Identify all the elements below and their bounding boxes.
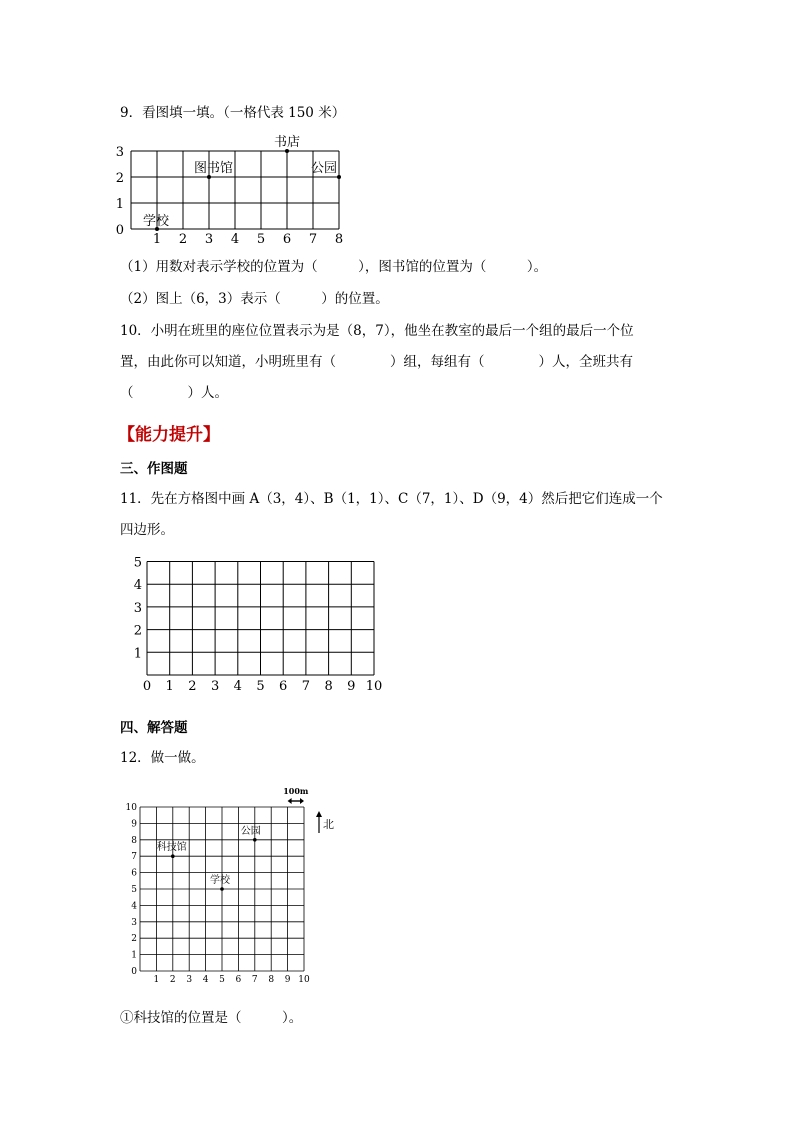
y-tick-label: 2 [115,171,124,186]
x-tick-label: 1 [165,679,174,694]
x-tick-label: 8 [334,232,344,247]
section-4-title: 四、解答题 [120,720,188,736]
x-tick-label: 8 [324,679,333,694]
q12-title: 12．做一做。 [120,750,205,766]
x-tick-label: 5 [256,232,266,247]
y-tick-label: 4 [133,578,142,594]
x-tick-label: 3 [204,232,214,247]
y-tick-label: 8 [131,835,137,846]
q9-sub1: （1）用数对表示学校的位置为（ ），图书馆的位置为（ ）。 [120,259,548,275]
y-tick-label: 4 [131,901,137,912]
q9-title: 9．看图填一填。（一格代表 150 米） [120,105,346,121]
y-tick-label: 3 [131,917,137,928]
y-tick-label: 3 [133,600,142,616]
x-tick-label: 0 [115,223,124,238]
section-3-title: 三、作图题 [120,461,188,477]
q10-line2: 置，由此你可以知道，小明班里有（ ）组，每组有（ ）人，全班共有 [120,354,633,370]
y-tick-label: 9 [131,819,137,830]
x-tick-label: 2 [169,975,176,985]
y-tick-label: 0 [131,967,137,977]
x-tick-label: 1 [152,232,162,247]
place-label: 公园 [311,161,338,176]
y-tick-label: 6 [131,868,137,879]
q12-sub1: ①科技馆的位置是（ ）。 [120,1010,303,1026]
q11-line2: 四边形。 [120,522,174,538]
x-tick-label: 2 [188,679,197,694]
place-label: 学校 [210,875,230,886]
place-label: 科技馆 [156,842,187,854]
q11-line1: 11．先在方格图中画 A（3，4）、B（1，1）、C（7，1）、D（9，4）然后把它们连成一个 [120,491,663,507]
x-tick-label: 6 [282,232,292,247]
x-tick-label: 7 [308,232,318,247]
place-point [220,887,224,891]
x-tick-label: 10 [365,679,383,694]
x-tick-label: 3 [210,679,220,694]
q10-line1: 10．小明在班里的座位位置表示为是（8，7），他坐在教室的最后一个组的最后一个位 [120,323,634,339]
place-label: 图书馆 [194,161,234,176]
place-label: 书店 [274,135,301,150]
y-tick-label: 5 [133,555,142,571]
x-tick-label: 5 [256,679,265,694]
place-label: 公园 [240,825,261,837]
y-tick-label: 10 [125,803,137,813]
scale-arrow-right-icon [300,798,304,804]
north-arrow-icon [316,811,322,817]
scale-arrow-left-icon [288,798,292,804]
x-tick-label: 4 [230,232,240,247]
x-tick-label: 3 [186,975,193,985]
q10-line3: （ ）人。 [120,385,228,401]
x-tick-label: 10 [298,975,310,985]
place-point [253,838,257,842]
q9-sub2: （2）图上（6，3）表示（ ）的位置。 [120,291,389,307]
scale-label: 100m [283,786,309,796]
y-tick-label: 3 [115,145,124,160]
x-tick-label: 2 [178,232,188,247]
x-tick-label: 1 [153,975,160,985]
x-tick-label: 6 [279,679,288,694]
x-tick-label: 6 [235,975,242,985]
section-heading: 【能力提升】 [118,425,220,445]
x-tick-label: 5 [219,975,225,985]
x-tick-label: 9 [347,679,356,694]
y-tick-label: 1 [131,950,137,961]
x-tick-label: 8 [268,975,275,985]
x-tick-label: 0 [142,679,152,694]
place-point [171,854,175,858]
y-tick-label: 2 [131,934,137,945]
y-tick-label: 1 [133,646,142,662]
x-tick-label: 7 [301,679,311,694]
place-label: 学校 [143,214,170,229]
y-tick-label: 1 [115,197,124,212]
y-tick-label: 7 [131,852,137,863]
x-tick-label: 9 [284,975,291,985]
y-tick-label: 2 [133,623,142,639]
y-tick-label: 5 [131,885,137,895]
x-tick-label: 4 [233,679,242,694]
x-tick-label: 7 [251,975,258,985]
north-label: 北 [323,818,334,831]
x-tick-label: 4 [202,975,209,985]
